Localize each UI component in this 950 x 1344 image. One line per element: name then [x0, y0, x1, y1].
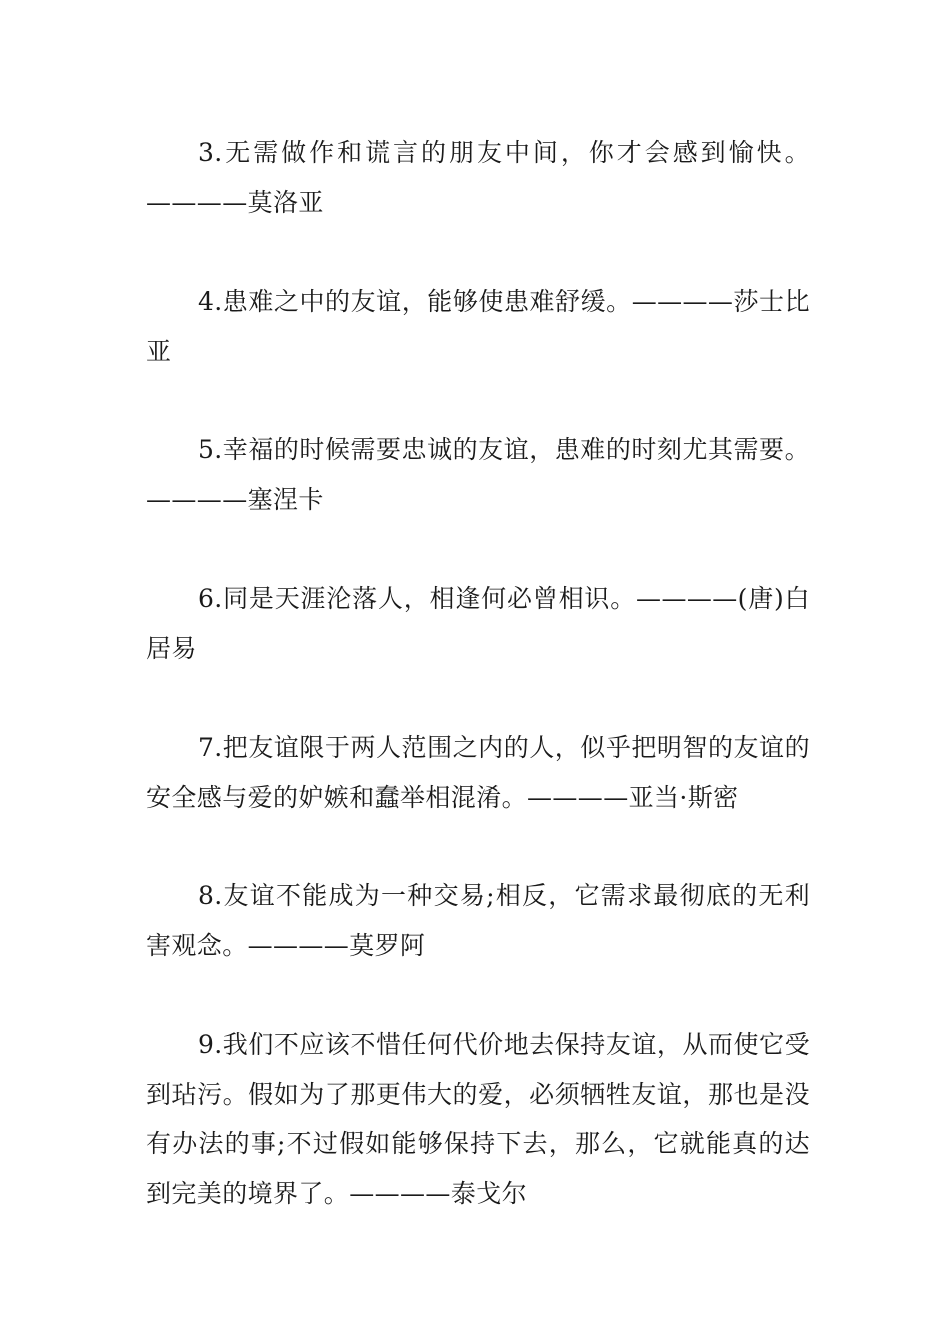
quote-paragraph-3: 3.无需做作和谎言的朋友中间，你才会感到愉快。————莫洛亚	[146, 138, 810, 217]
quote-paragraph-4: 4.患难之中的友谊，能够使患难舒缓。————莎士比亚	[146, 287, 810, 366]
quote-paragraph-7: 7.把友谊限于两人范围之内的人，似乎把明智的友谊的安全感与爱的妒嫉和蠢举相混淆。————亚当·斯密	[146, 733, 810, 812]
quote-paragraph-6: 6.同是天涯沦落人，相逢何必曾相识。————(唐)白居易	[146, 584, 810, 663]
quote-paragraph-8: 8.友谊不能成为一种交易;相反，它需求最彻底的无利害观念。————莫罗阿	[146, 881, 810, 960]
quote-paragraph-9: 9.我们不应该不惜任何代价地去保持友谊，从而使它受到玷污。假如为了那更伟大的爱，必须牺牲友谊，那也是没有办法的事;不过假如能够保持下去，那么，它就能真的达到完美的境界了。————泰戈尔	[146, 1030, 810, 1208]
quote-paragraph-5: 5.幸福的时候需要忠诚的友谊，患难的时刻尤其需要。————塞涅卡	[146, 435, 810, 514]
